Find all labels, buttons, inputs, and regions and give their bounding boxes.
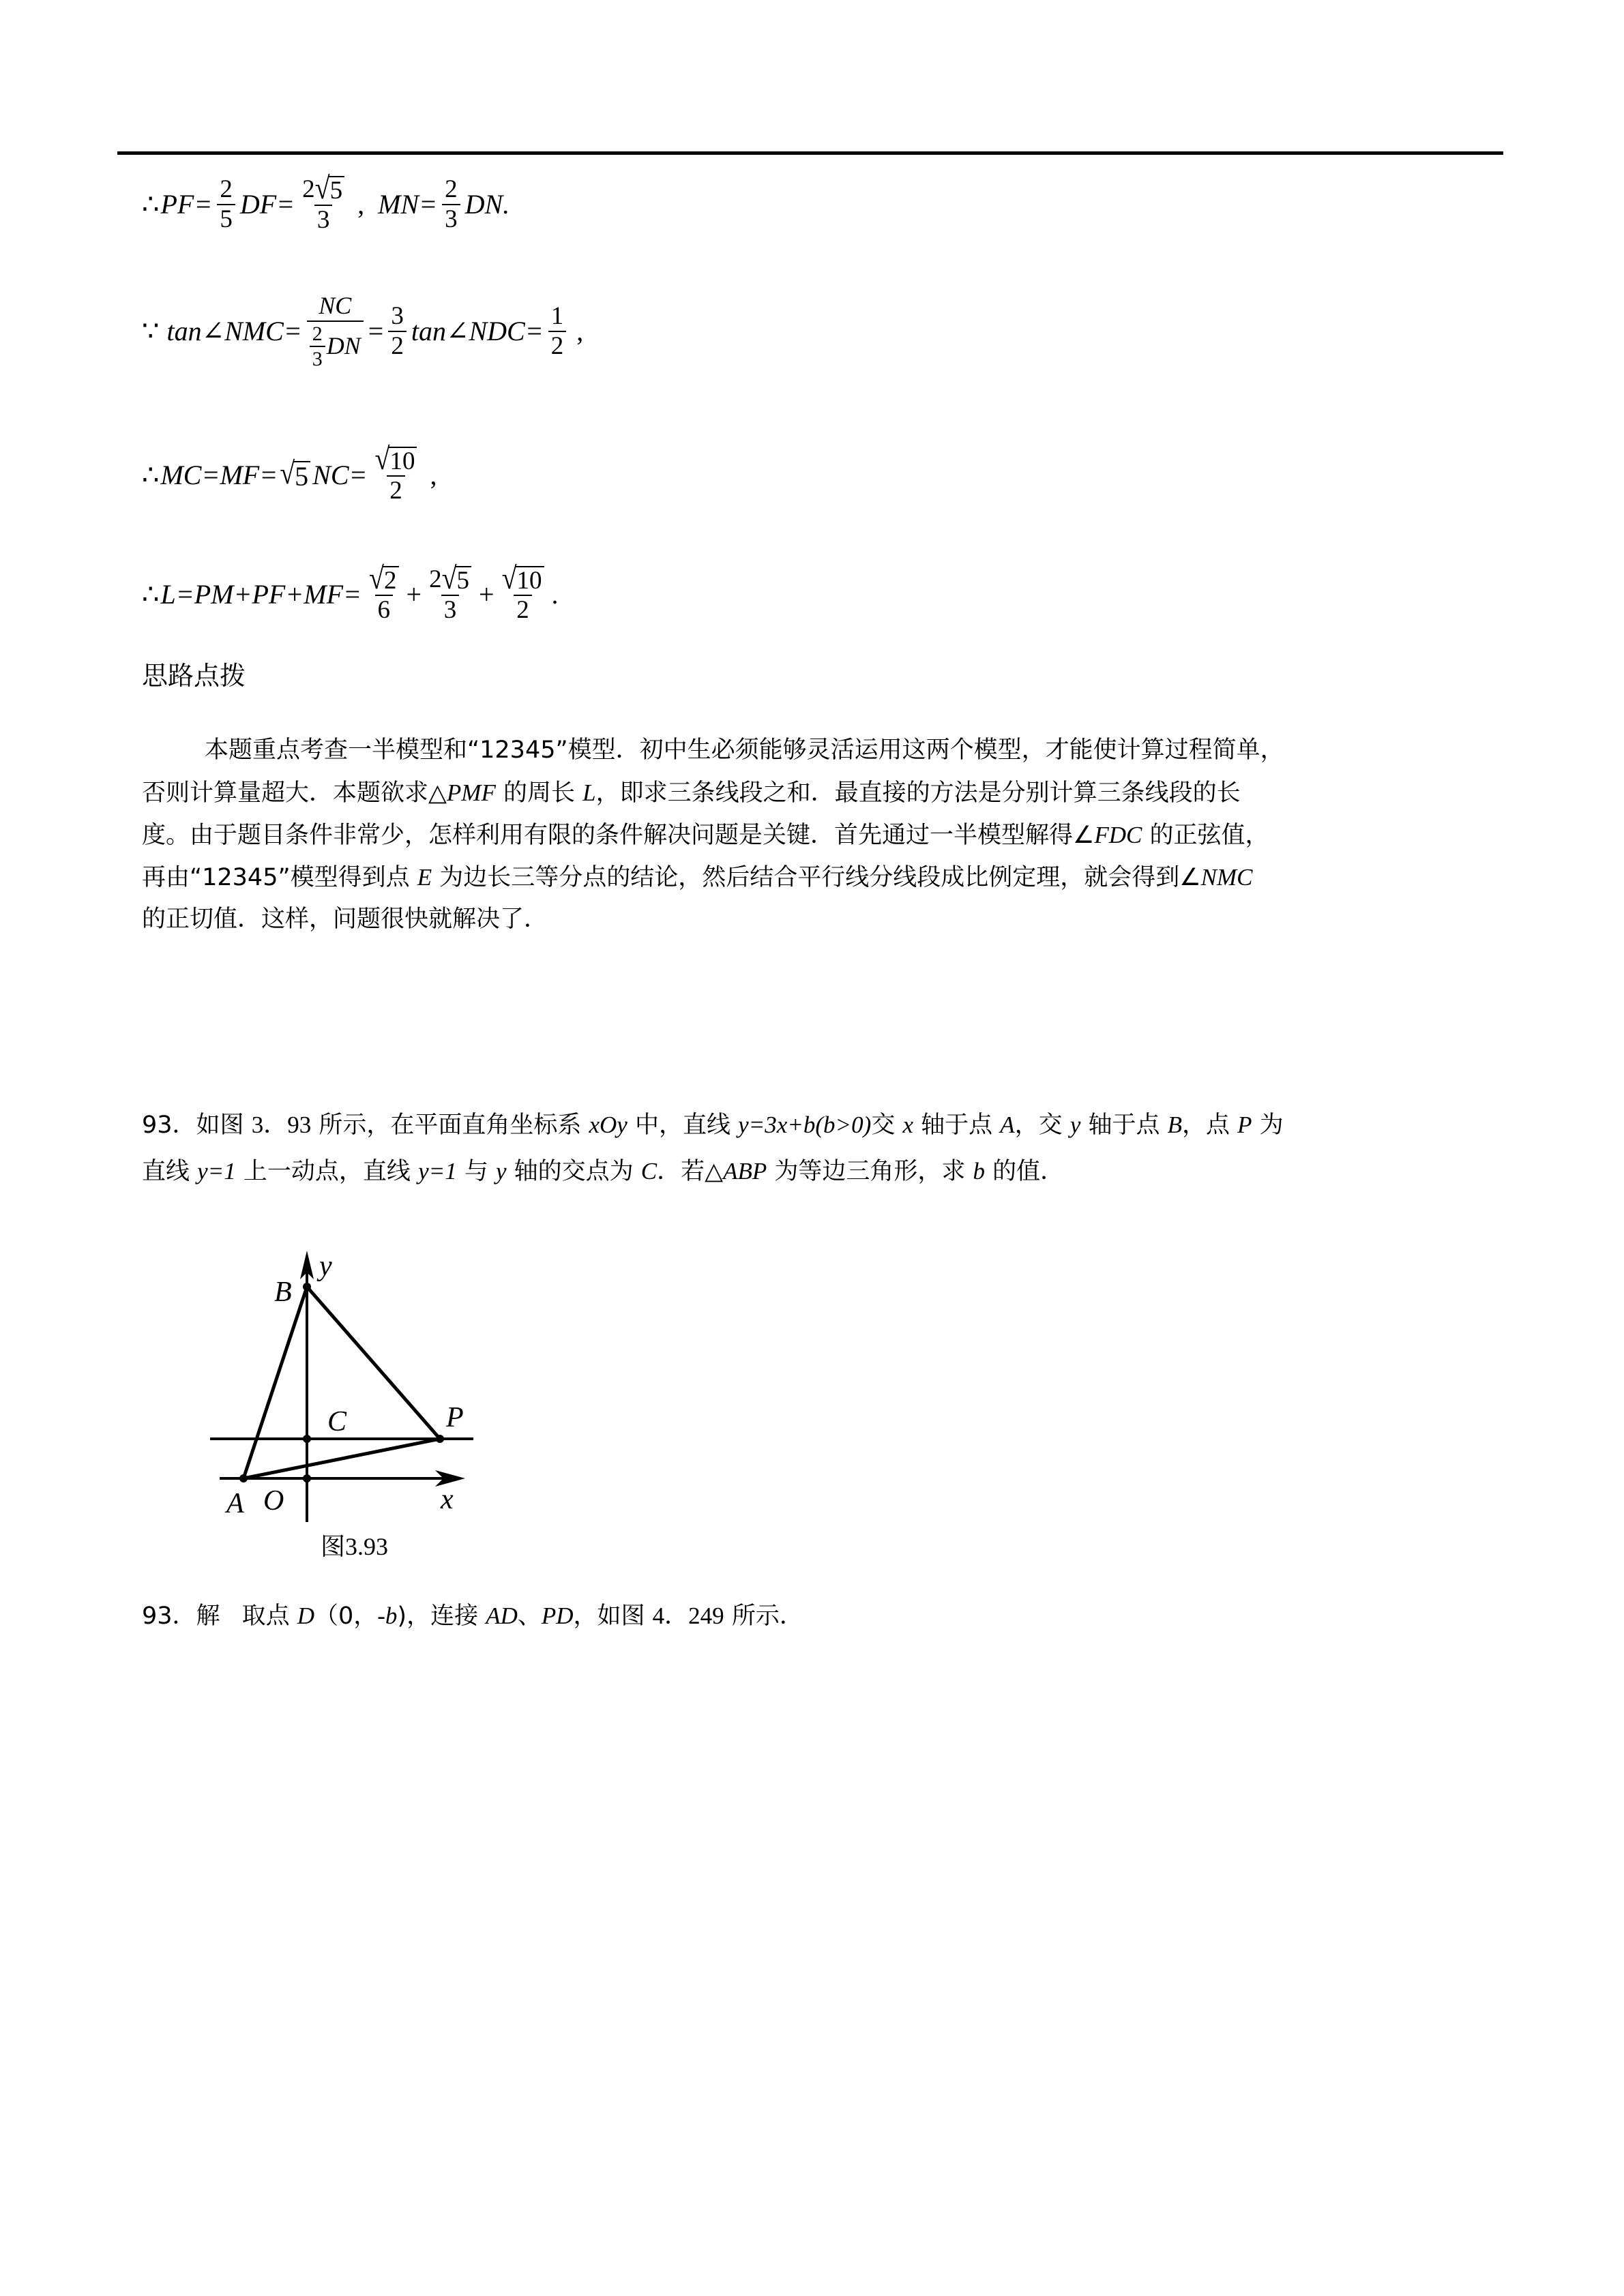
therefore-symbol: ∴ bbox=[142, 460, 160, 491]
p2m: 的值． bbox=[984, 1158, 1065, 1185]
label-y-axis: y bbox=[319, 1251, 332, 1282]
equation-tan-nmc bbox=[142, 293, 586, 370]
p1k: ，交 bbox=[1014, 1112, 1070, 1139]
p2i: ．若△ bbox=[657, 1158, 724, 1185]
line-equation: y=3x+b(b>0) bbox=[738, 1112, 872, 1138]
numerator: 2 bbox=[220, 175, 233, 203]
hint-line-2-e: ，即求三条线段之和．最直接的方法是分别计算三条线段的长 bbox=[595, 779, 1241, 807]
hint-line-4 bbox=[142, 865, 1253, 890]
numerator bbox=[499, 560, 547, 596]
numerator: 3 bbox=[391, 301, 404, 330]
label-O: O bbox=[263, 1485, 284, 1517]
fraction-2root5-over-3 bbox=[426, 560, 474, 624]
numerator: 2 bbox=[445, 175, 458, 203]
label-C: C bbox=[327, 1406, 347, 1437]
variable-b: b bbox=[973, 1158, 985, 1184]
label-A: A bbox=[226, 1488, 244, 1519]
hint-line-3-a: 度。由于题目条件非常少，怎样利用有限的条件解决问题是关键．首先通过一半模型解得∠ bbox=[142, 822, 1095, 849]
line-y-equals-1: y=1 bbox=[197, 1158, 236, 1184]
hint-line-4-a: 再由“12345”模型得到点 bbox=[142, 864, 417, 891]
therefore-symbol: ∴ bbox=[142, 579, 160, 610]
fraction-root10-over-2 bbox=[372, 441, 420, 505]
inner-term: DN bbox=[326, 332, 361, 360]
denominator: 5 bbox=[217, 204, 235, 233]
comma: , bbox=[357, 189, 365, 220]
radical-glyph: √ bbox=[501, 560, 517, 596]
figure-caption-cn: 图 bbox=[321, 1533, 346, 1561]
hint-line-2-c: 的周长 bbox=[495, 779, 583, 807]
hint-line-2 bbox=[142, 781, 1241, 805]
axis-y: y bbox=[495, 1158, 507, 1184]
point-p: P bbox=[1237, 1112, 1252, 1138]
eq-mc-lhs: MC=MF= bbox=[160, 460, 278, 491]
label-B: B bbox=[274, 1277, 292, 1308]
eq-pf-mid: DF= bbox=[239, 189, 295, 220]
sqrt-icon bbox=[369, 560, 398, 596]
segment-AP bbox=[243, 1439, 440, 1478]
sqrt-icon bbox=[280, 455, 310, 492]
numerator bbox=[299, 170, 347, 206]
triangle-abp: ABP bbox=[723, 1158, 767, 1184]
plus-sign: + bbox=[479, 579, 494, 610]
hint-line-4-d: NMC bbox=[1200, 864, 1253, 891]
equation-perimeter bbox=[142, 560, 559, 624]
p1a: 如图 bbox=[196, 1112, 252, 1139]
therefore-symbol: ∴ bbox=[142, 189, 160, 220]
numerator: 1 bbox=[550, 301, 564, 330]
line-y-equals-1: y=1 bbox=[418, 1158, 457, 1184]
problem-number: 93． bbox=[142, 1112, 196, 1139]
numerator: 2 bbox=[312, 322, 323, 345]
denominator: 3 bbox=[442, 204, 460, 233]
p2e: 与 bbox=[456, 1158, 496, 1185]
fraction-nc-over-two-thirds-dn bbox=[307, 293, 364, 370]
plus-sign: + bbox=[406, 579, 422, 610]
fraction-root2-over-6 bbox=[366, 560, 401, 624]
p2k: 为等边三角形，求 bbox=[767, 1158, 973, 1185]
p1i: 轴于点 bbox=[913, 1112, 1001, 1139]
denominator: 6 bbox=[375, 595, 394, 624]
p1o: ，点 bbox=[1182, 1112, 1238, 1139]
sqrt-icon bbox=[501, 560, 544, 596]
denominator: 2 bbox=[388, 331, 407, 360]
p1c: 所示，在平面直角坐标系 bbox=[311, 1112, 589, 1139]
hint-heading: 思路点拨 bbox=[142, 661, 246, 691]
radicand: 5 bbox=[329, 176, 345, 203]
numerator bbox=[366, 560, 401, 596]
hint-line-3 bbox=[142, 823, 1269, 848]
radical-glyph: √ bbox=[314, 170, 330, 206]
solution-line bbox=[142, 1604, 803, 1628]
eq-tan-mid: tan∠NDC= bbox=[411, 316, 544, 347]
radical-glyph: √ bbox=[280, 455, 295, 491]
radical-glyph: √ bbox=[441, 560, 457, 596]
sol-e: )，连接 bbox=[397, 1602, 486, 1630]
point-d: D bbox=[297, 1602, 314, 1629]
hint-line-4-c: 为边长三等分点的结论，然后结合平行线分线段成比例定理，就会得到∠ bbox=[432, 864, 1201, 891]
p1q: 为 bbox=[1252, 1112, 1284, 1139]
eq-mc-mid: NC= bbox=[312, 460, 368, 491]
sol-g: 、 bbox=[517, 1602, 542, 1630]
radicand: 2 bbox=[383, 566, 399, 593]
point-A-dot bbox=[239, 1474, 248, 1482]
because-symbol: ∵ bbox=[142, 316, 160, 347]
axis-y: y bbox=[1069, 1112, 1081, 1138]
denominator bbox=[307, 320, 364, 370]
point-B-dot bbox=[303, 1283, 311, 1291]
value-neg-b: -b bbox=[377, 1602, 398, 1629]
axis-x: x bbox=[902, 1112, 914, 1138]
hint-line-2-a: 否则计算量超大．本题欲求△ bbox=[142, 779, 447, 807]
coefficient: 2 bbox=[302, 175, 315, 203]
fraction-2-over-3 bbox=[442, 177, 460, 234]
sol-a: 取点 bbox=[241, 1602, 297, 1630]
denominator: 3 bbox=[314, 205, 333, 234]
label-x-axis: x bbox=[441, 1484, 454, 1515]
equation-pf bbox=[142, 170, 510, 234]
sqrt-icon bbox=[314, 170, 344, 206]
fraction-3-over-2 bbox=[388, 303, 407, 361]
radicand: 10 bbox=[516, 566, 544, 593]
coefficient: 2 bbox=[429, 565, 442, 593]
label-P: P bbox=[446, 1402, 464, 1433]
inner-fraction-2-over-3 bbox=[310, 323, 325, 370]
p2g: 轴的交点为 bbox=[506, 1158, 641, 1185]
sqrt-icon bbox=[441, 560, 471, 596]
point-a: A bbox=[1000, 1112, 1015, 1138]
fraction-2-over-5 bbox=[217, 177, 235, 234]
hint-line-4-b: E bbox=[417, 864, 432, 891]
eq-L-lhs: L=PM+PF+MF= bbox=[160, 579, 362, 610]
radical-glyph: √ bbox=[374, 441, 390, 477]
p1m: 轴于点 bbox=[1080, 1112, 1168, 1139]
hint-line-3-c: 的正弦值， bbox=[1142, 822, 1269, 849]
fraction-root10-over-2 bbox=[499, 560, 547, 624]
hint-line-5: 的正切值．这样，问题很快就解决了． bbox=[142, 906, 548, 933]
hint-line-3-b: FDC bbox=[1094, 822, 1142, 848]
problem-statement-line-2 bbox=[142, 1159, 1064, 1184]
solution-number: 93． bbox=[142, 1602, 196, 1630]
sol-k: 所示． bbox=[724, 1602, 803, 1630]
eq-tan-lhs: tan∠NMC= bbox=[166, 316, 302, 347]
numerator bbox=[426, 560, 474, 596]
comma: , bbox=[576, 316, 584, 347]
point-C-dot bbox=[303, 1435, 311, 1443]
eq-pf-lhs: PF= bbox=[160, 189, 213, 220]
radicand: 5 bbox=[293, 461, 310, 490]
p1g: 交 bbox=[871, 1112, 903, 1139]
eq-pf-tail: DN. bbox=[464, 189, 510, 220]
figure-ref-4-249: 4．249 bbox=[652, 1602, 724, 1629]
denominator: 2 bbox=[387, 475, 405, 505]
sol-i: ，如图 bbox=[573, 1602, 653, 1630]
equation-mc bbox=[142, 441, 439, 505]
fraction-1-over-2 bbox=[548, 303, 567, 361]
eq-pf-lhs2: MN= bbox=[378, 189, 438, 220]
segment-BA bbox=[243, 1287, 307, 1478]
hint-line-2-b: PMF bbox=[446, 779, 496, 806]
denominator: 2 bbox=[548, 331, 567, 360]
sol-c: （0， bbox=[314, 1602, 378, 1630]
period: . bbox=[551, 579, 559, 610]
header-rule bbox=[117, 151, 1503, 155]
radicand: 10 bbox=[388, 447, 417, 474]
point-P-dot bbox=[436, 1435, 444, 1443]
point-O-dot bbox=[303, 1474, 311, 1482]
p2c: 上一动点，直线 bbox=[235, 1158, 419, 1185]
coordinate-system: xOy bbox=[589, 1112, 628, 1138]
sqrt-icon bbox=[374, 441, 417, 477]
denominator: 3 bbox=[310, 346, 325, 370]
figure-caption-number: 3.93 bbox=[345, 1533, 389, 1560]
point-b: B bbox=[1167, 1112, 1183, 1138]
point-c: C bbox=[640, 1158, 658, 1184]
segment-ad: AD bbox=[486, 1602, 518, 1629]
problem-statement-line-1 bbox=[142, 1113, 1284, 1137]
hint-line-1: 本题重点考查一半模型和“12345”模型．初中生必须能够灵活运用这两个模型，才能使计算过程简单， bbox=[205, 736, 1284, 764]
solution-label: 解 bbox=[196, 1602, 220, 1630]
fraction-2root5-over-3 bbox=[299, 170, 347, 234]
denominator: 2 bbox=[514, 595, 532, 624]
radical-glyph: √ bbox=[369, 560, 384, 596]
hint-line-2-d: L bbox=[582, 779, 596, 806]
p2a: 直线 bbox=[142, 1158, 198, 1185]
figure-ref: 3．93 bbox=[251, 1112, 312, 1138]
p1e: 中，直线 bbox=[627, 1112, 739, 1139]
equals-sign: = bbox=[368, 316, 384, 347]
segment-pd: PD bbox=[541, 1602, 574, 1629]
denominator: 3 bbox=[441, 595, 460, 624]
numerator bbox=[372, 441, 420, 477]
numerator: NC bbox=[319, 292, 352, 319]
figure-caption bbox=[321, 1527, 388, 1562]
radicand: 5 bbox=[456, 566, 472, 593]
comma: , bbox=[430, 460, 437, 491]
